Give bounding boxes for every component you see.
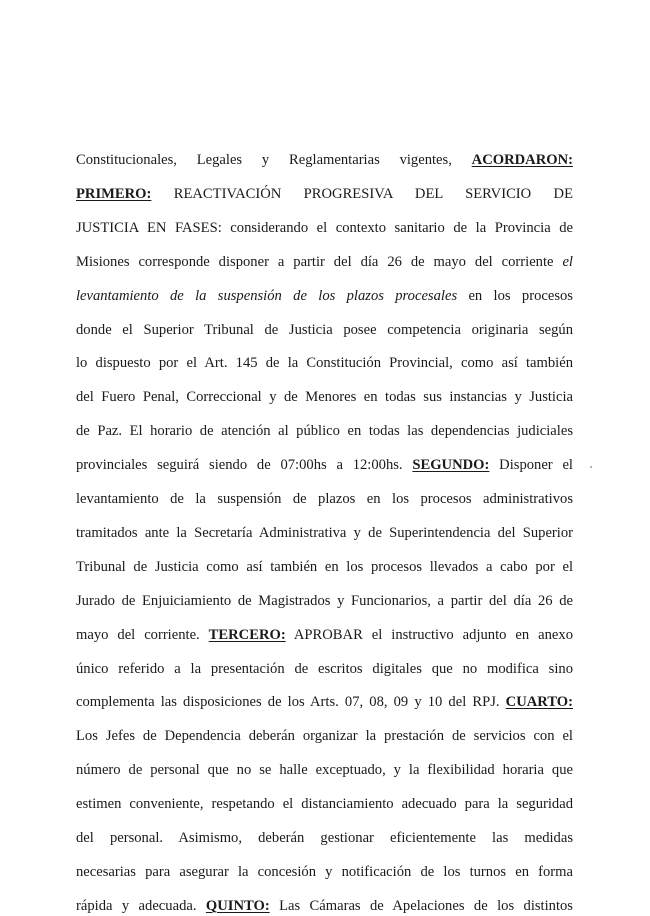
text-line	[76, 218, 573, 238]
text-line	[76, 320, 573, 340]
text-line	[76, 625, 573, 645]
text-segment: Jurado de Enjuiciamiento de Magistrados y Funcionarios, a partir del día 26 de	[76, 592, 573, 609]
article-heading: PRIMERO:	[76, 185, 152, 202]
italic-text: el	[562, 253, 573, 270]
text-line	[76, 828, 573, 848]
text-segment: donde el Superior Tribunal de Justicia posee competencia originaria según	[76, 321, 573, 338]
article-heading: QUINTO:	[205, 897, 270, 914]
text-line	[76, 794, 573, 814]
text-segment: mayo del corriente.	[76, 626, 209, 643]
text-line	[76, 184, 573, 204]
text-line	[76, 896, 573, 916]
text-segment: complementa las disposiciones de los Arts. 07, 08, 09 y 10 del RPJ.	[76, 694, 506, 711]
text-segment: Los Jefes de Dependencia deberán organizar la prestación de servicios con el	[76, 728, 573, 745]
text-segment: necesarias para asegurar la concesión y notificación de los turnos en forma	[76, 863, 573, 880]
scan-speck	[590, 466, 592, 468]
text-segment: de Paz. El horario de atención al público en todas las dependencias judiciales	[76, 423, 573, 440]
text-segment: tramitados ante la Secretaría Administrativa y de Superintendencia del Superior	[76, 524, 573, 541]
text-segment: provinciales seguirá siendo de 07:00hs a 12:00hs.	[76, 457, 413, 474]
text-line	[76, 455, 573, 475]
text-segment: Constitucionales, Legales y Reglamentarias vigentes,	[76, 152, 472, 168]
article-heading: SEGUNDO:	[412, 457, 490, 474]
italic-text: levantamiento de la suspensión de los plazos procesales	[76, 287, 458, 304]
text-line	[76, 252, 573, 272]
article-heading: ACORDARON:	[471, 152, 573, 168]
text-line	[76, 659, 573, 679]
article-heading: CUARTO:	[505, 694, 573, 711]
text-segment: del personal. Asimismo, deberán gestionar eficientemente las medidas	[76, 830, 573, 846]
text-segment: número de personal que no se halle exceptuado, y la flexibilidad horaria que	[76, 762, 573, 779]
text-segment: Disponer el	[489, 457, 573, 474]
text-segment: Tribunal de Justicia como así también en los procesos llevados a cabo por el	[76, 558, 573, 575]
text-segment: APROBAR el instructivo adjunto en anexo	[285, 626, 573, 643]
text-line	[76, 387, 573, 407]
text-line	[76, 760, 573, 780]
text-line	[76, 421, 573, 441]
text-segment: JUSTICIA EN FASES: considerando el contexto sanitario de la Provincia de	[76, 219, 573, 236]
text-line	[76, 557, 573, 577]
text-segment: levantamiento de la suspensión de plazos en los procesos administrativos	[76, 491, 573, 507]
text-line	[76, 862, 573, 882]
text-line	[76, 150, 573, 170]
text-line	[76, 353, 573, 373]
text-line	[76, 591, 573, 611]
text-segment: único referido a la presentación de escritos digitales que no modifica sino	[76, 660, 573, 677]
article-heading: TERCERO:	[208, 626, 286, 643]
text-line	[76, 726, 573, 746]
text-segment: REACTIVACIÓN PROGRESIVA DEL SERVICIO DE	[151, 185, 573, 202]
text-segment: del Fuero Penal, Correccional y de Menores en todas sus instancias y Justicia	[76, 389, 573, 406]
text-line	[76, 286, 573, 306]
text-segment: Las Cámaras de Apelaciones de los distintos	[269, 897, 573, 914]
text-segment: estimen conveniente, respetando el distanciamiento adecuado para la seguridad	[76, 796, 573, 813]
text-segment: lo dispuesto por el Art. 145 de la Constitución Provincial, como así también	[76, 355, 573, 372]
text-segment: rápida y adecuada.	[76, 897, 206, 914]
text-segment: en los procesos	[457, 287, 573, 304]
text-line	[76, 489, 573, 509]
text-line	[76, 692, 573, 712]
text-segment: Misiones corresponde disponer a partir del día 26 de mayo del corriente	[76, 253, 563, 270]
text-line	[76, 523, 573, 543]
